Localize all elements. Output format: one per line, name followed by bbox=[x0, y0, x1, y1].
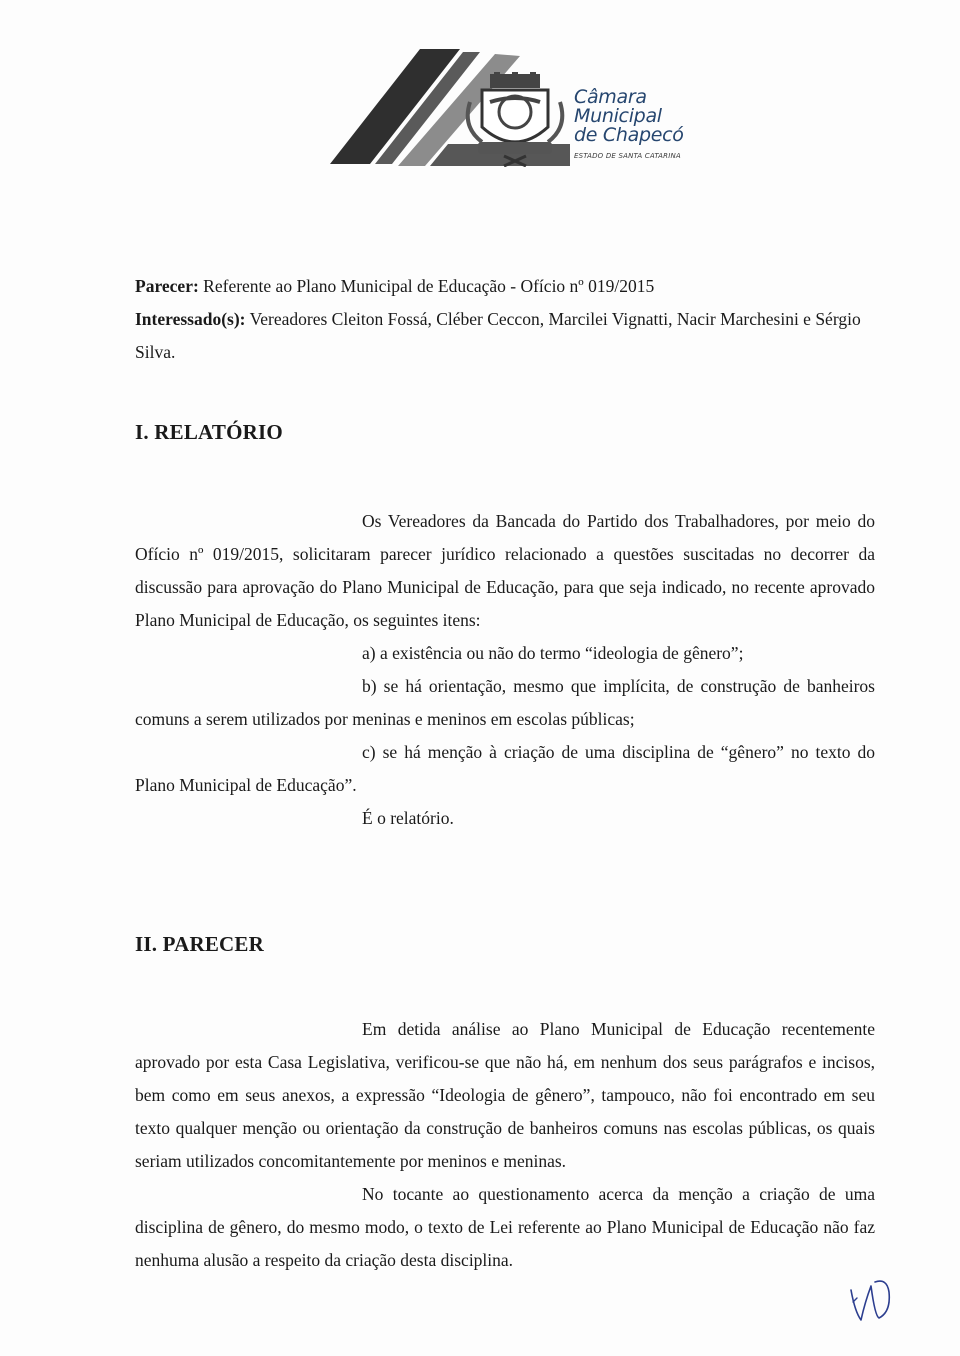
relatorio-item-b: b) se há orientação, mesmo que implícita, de construção de banheiros comuns a serem utilizados por meninas e meninos em escolas públicas; bbox=[135, 676, 875, 729]
subject-text: Referente ao Plano Municipal de Educação - Ofício nº 019/2015 bbox=[203, 276, 655, 296]
subject-label: Parecer: bbox=[135, 276, 199, 296]
org-name-line2: Municipal bbox=[574, 105, 662, 127]
section-title-parecer: II. PARECER bbox=[135, 932, 264, 956]
handwritten-initials-icon bbox=[845, 1272, 895, 1324]
relatorio-closing: É o relatório. bbox=[362, 808, 454, 828]
section-title-relatorio: I. RELATÓRIO bbox=[135, 420, 283, 444]
organization-state: ESTADO DE SANTA CATARINA bbox=[574, 152, 681, 160]
parecer-paragraph-1: Em detida análise ao Plano Municipal de Educação recentemente aprovado por esta Casa Legislativa, verificou-se que não há, em nenhum dos seus parágrafos e incisos, bem como em seus anexos, a expressão “Ideologia de gênero”, tampouco, não foi encontrado em seu texto qualquer menção ou orientação da construção de banheiros comuns nas escolas públicas, os quais seriam utilizados concomitantemente por meninos e meninas. bbox=[135, 1019, 875, 1171]
interested-label: Interessado(s): bbox=[135, 309, 246, 329]
org-name-line3: de Chapecó bbox=[574, 124, 684, 146]
relatorio-item-c: c) se há menção à criação de uma disciplina de “gênero” no texto do Plano Municipal de Educação”. bbox=[135, 742, 875, 795]
organization-name bbox=[574, 88, 684, 145]
section-parecer bbox=[135, 1013, 875, 1277]
letterhead bbox=[330, 44, 700, 169]
relatorio-paragraph: Os Vereadores da Bancada do Partido dos Trabalhadores, por meio do Ofício nº 019/2015, solicitaram parecer jurídico relacionado a questões suscitadas no decorrer da discussão para aprovação do Plano Municipal de Educação, para que seja indicado, no recente aprovado Plano Municipal de Educação, os seguintes itens: bbox=[135, 511, 875, 630]
parecer-paragraph-2: No tocante ao questionamento acerca da menção a criação de uma disciplina de gênero, do mesmo modo, o texto de Lei referente ao Plano Municipal de Educação não faz nenhuma alusão a respeito da criação desta disciplina. bbox=[135, 1184, 875, 1270]
document-header bbox=[135, 270, 875, 369]
interested-text: Vereadores Cleiton Fossá, Cléber Ceccon, Marcilei Vignatti, Nacir Marchesini e Sérgio Silva. bbox=[135, 309, 861, 362]
interested-line bbox=[135, 303, 875, 369]
org-name-line1: Câmara bbox=[574, 86, 647, 108]
relatorio-item-a: a) a existência ou não do termo “ideologia de gênero”; bbox=[362, 643, 744, 663]
subject-line bbox=[135, 270, 875, 303]
municipal-coat-of-arms-icon bbox=[460, 72, 570, 167]
section-relatorio bbox=[135, 505, 875, 835]
